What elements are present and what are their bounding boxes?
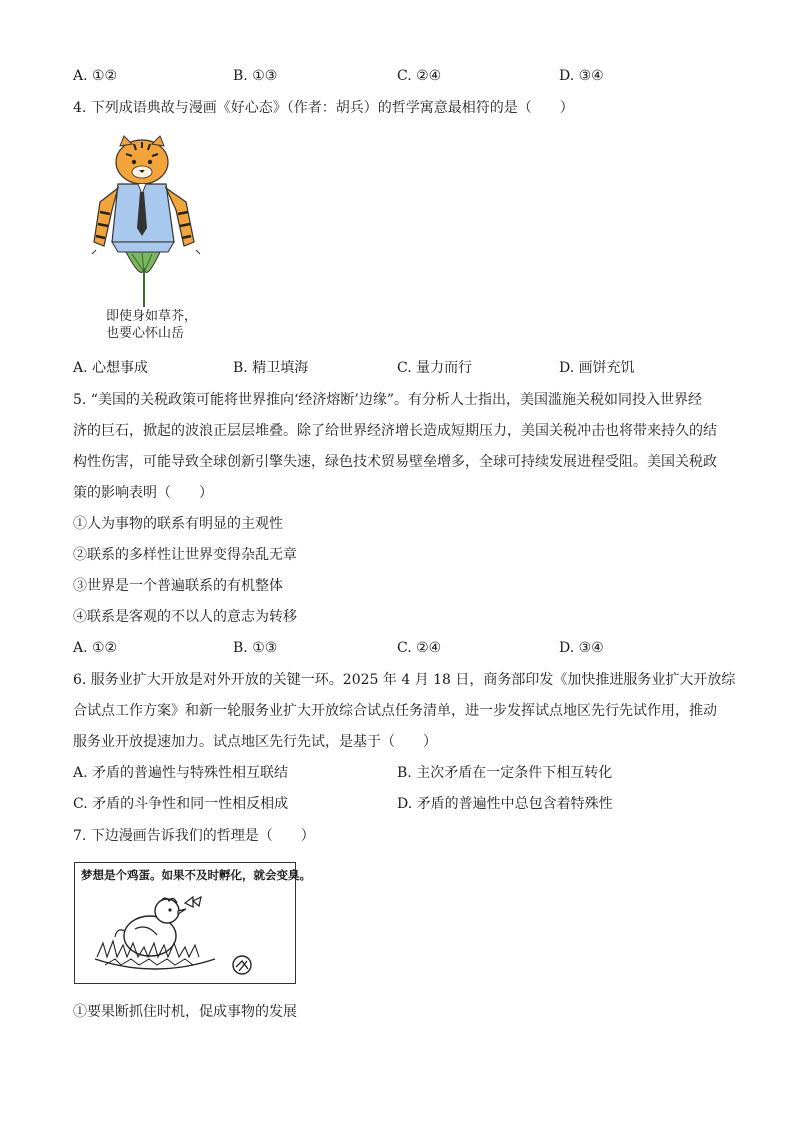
q3-option-d: D. ③④ <box>559 68 604 84</box>
q5-option-a: A. ①② <box>73 640 118 656</box>
q6-stem-line-1: 6. 服务业扩大开放是对外开放的关键一环。2025 年 4 月 18 日，商务部印发《加快推进服务业扩大开放综 <box>73 672 736 688</box>
q3-options <box>73 66 733 86</box>
hen-on-nest-drawing <box>75 881 294 981</box>
q5-options <box>73 638 733 658</box>
q5-stem-line-4: 策的影响表明（ ） <box>73 485 213 501</box>
q4-option-c: C. 量力而行 <box>397 360 473 376</box>
q7-item-1: ①要果断抓住时机，促成事物的发展 <box>73 1004 297 1020</box>
q5-item-3: ③世界是一个普遍联系的有机整体 <box>73 578 283 594</box>
q6-stem-line-3: 服务业开放提速加力。试点地区先行先试，是基于（ ） <box>73 734 437 750</box>
q4-caption-line-2: 也要心怀山岳 <box>106 326 185 341</box>
q4-option-d: D. 画饼充饥 <box>559 360 635 376</box>
q5-stem-line-2: 济的巨石，掀起的波浪正层层堆叠。除了给世界经济增长造成短期压力，美国关税冲击也将带来持久的结 <box>73 423 717 439</box>
q6-stem-line-2: 合试点工作方案》和新一轮服务业扩大开放综合试点任务清单，进一步发挥试点地区先行先试作用，推动 <box>73 703 717 719</box>
q5-item-1: ①人为事物的联系有明显的主观性 <box>73 516 283 532</box>
q6-options-row-1 <box>73 763 733 783</box>
q4-option-a: A. 心想事成 <box>73 360 149 376</box>
q6-option-d: D. 矛盾的普遍性中总包含着特殊性 <box>397 796 613 812</box>
q5-item-4: ④联系是客观的不以人的意志为转移 <box>73 609 297 625</box>
q3-option-a: A. ①② <box>73 68 118 84</box>
q3-option-b: B. ①③ <box>233 68 278 84</box>
cartoon-caption: 梦想是个鸡蛋。如果不及时孵化，就会变臭。 <box>81 868 311 882</box>
q5-option-d: D. ③④ <box>559 640 604 656</box>
q4-options <box>73 358 733 378</box>
q3-option-c: C. ②④ <box>397 68 442 84</box>
egg-dream-cartoon <box>74 862 311 984</box>
q6-option-b: B. 主次矛盾在一定条件下相互转化 <box>397 765 613 781</box>
q6-options-row-2 <box>73 794 733 814</box>
q4-option-b: B. 精卫填海 <box>233 360 309 376</box>
q4-stem: 4. 下列成语典故与漫画《好心态》（作者：胡兵）的哲学寓意最相符的是（ ） <box>73 100 574 116</box>
q4-caption-line-1: 即使身如草芥， <box>106 309 198 324</box>
q5-item-2: ②联系的多样性让世界变得杂乱无章 <box>73 547 297 563</box>
q7-stem: 7. 下边漫画告诉我们的哲理是（ ） <box>73 828 315 844</box>
q5-option-c: C. ②④ <box>397 640 442 656</box>
q5-option-b: B. ①③ <box>233 640 278 656</box>
q5-stem-line-1: 5. “美国的关税政策可能将世界推向‘经济熔断’边缘”。有分析人士指出，美国滥施关税如同投入世界经 <box>73 392 703 408</box>
q6-option-c: C. 矛盾的斗争性和同一性相反相成 <box>73 796 289 812</box>
q6-option-a: A. 矛盾的普遍性与特殊性相互联结 <box>73 765 289 781</box>
q5-stem-line-3: 构性伤害，可能导致全球创新引擎失速，绿色技术贸易壁垒增多，全球可持续发展进程受阻。美国关税政 <box>73 454 717 470</box>
